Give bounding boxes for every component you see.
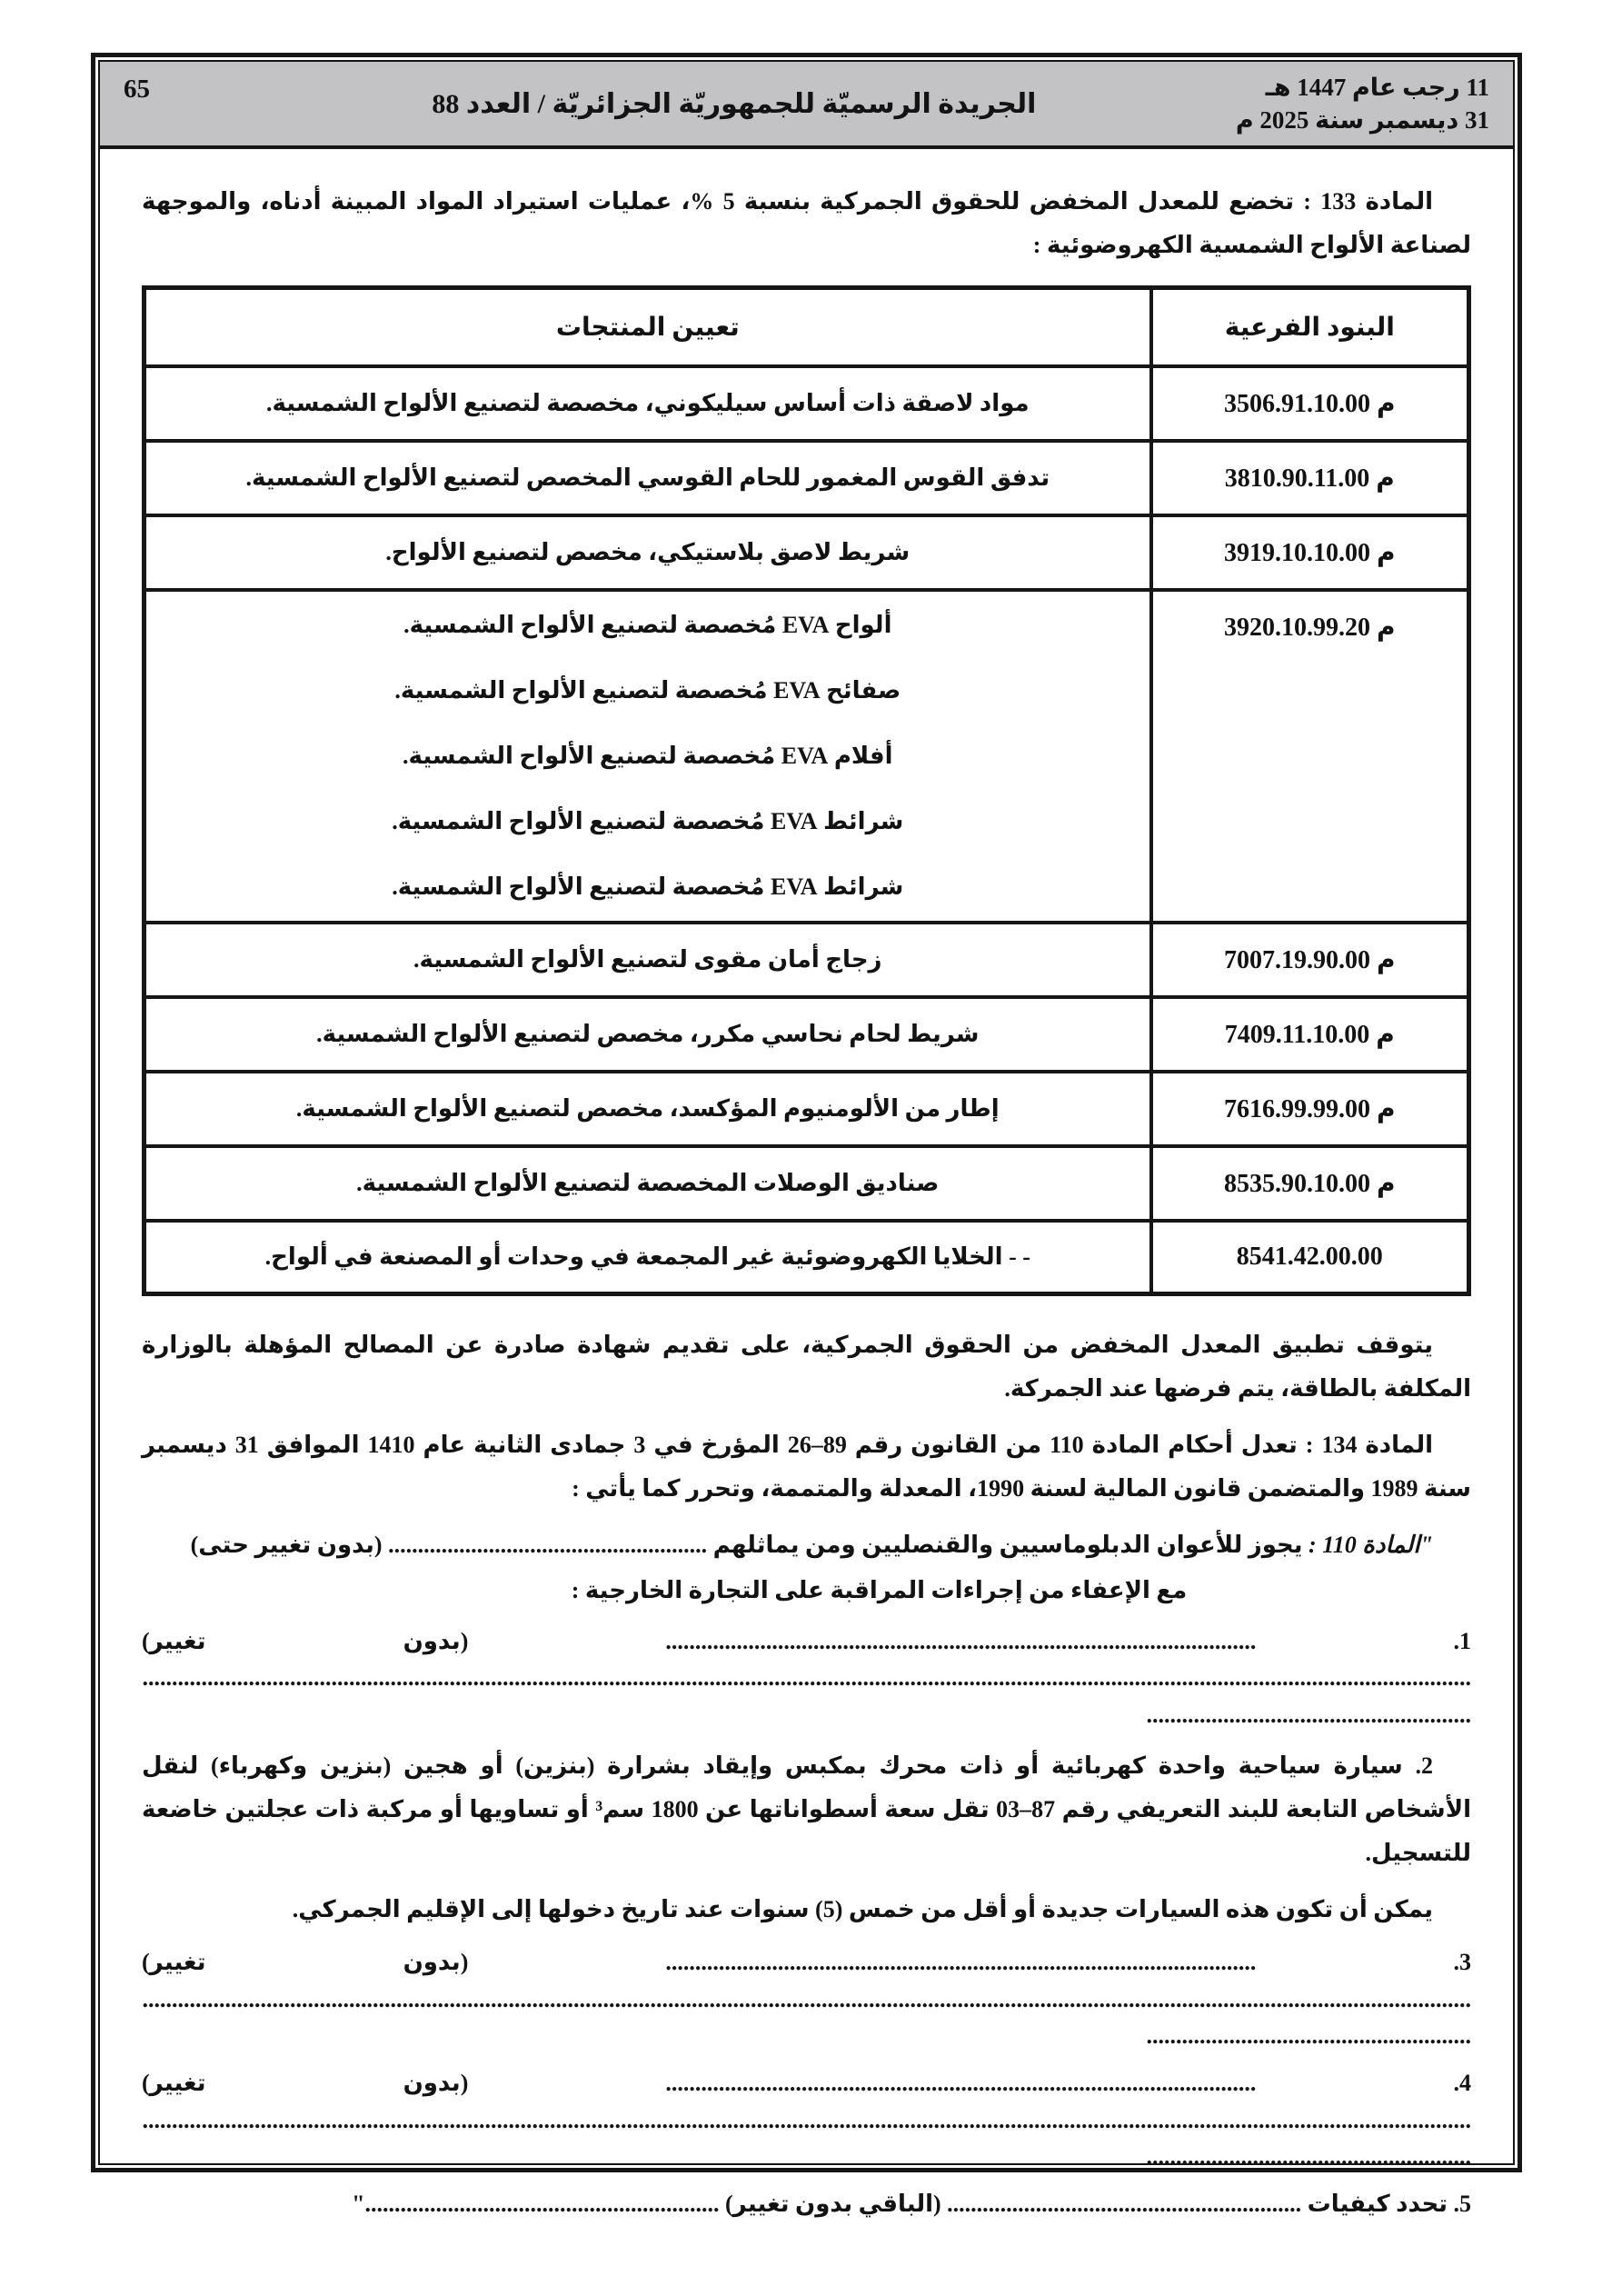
code-cell: م 7616.99.99.00 — [1151, 1072, 1469, 1146]
code-cell: م 7007.19.90.00 — [1151, 923, 1469, 997]
description-cell — [144, 923, 1151, 997]
vehicle-age-note: يمكن أن تكون هذه السيارات جديدة أو أقل من خمس (5) سنوات عند تاريخ دخولها إلى الإقليم الجمركي. — [292, 1896, 1433, 1923]
table-row — [144, 590, 1469, 923]
list-item-1: 1. .................................................................................................... (بدون تغيير) ........................................................................................................................................................................................................................................................................................ — [142, 1628, 1471, 1728]
tariff-table — [142, 285, 1471, 1296]
code-cell: م 3506.91.10.00 — [1151, 366, 1469, 441]
column-header-products: تعيين المنتجات — [144, 288, 1151, 367]
description-cell — [144, 1146, 1151, 1221]
table-row — [144, 1221, 1469, 1294]
table-header-row — [144, 288, 1469, 367]
description-cell — [144, 1221, 1151, 1294]
page-frame — [91, 53, 1522, 2218]
description-cell — [144, 590, 1151, 923]
description-line: شرائط EVA مُخصصة لتصنيع الألواح الشمسية. — [392, 873, 904, 901]
description-line: إطار من الألومنيوم المؤكسد، مخصص لتصنيع الألواح الشمسية. — [295, 1095, 1000, 1123]
description-line: زجاج أمان مقوى لتصنيع الألواح الشمسية. — [413, 946, 882, 973]
table-row — [144, 441, 1469, 515]
article-110-dots: ...................................................... — [388, 1531, 708, 1558]
table-row — [144, 923, 1469, 997]
article-134-paragraph — [142, 1423, 1471, 1511]
table-row — [144, 997, 1469, 1072]
description-cell — [144, 997, 1151, 1072]
table-row — [144, 515, 1469, 590]
article-133-label: المادة 133 : — [1303, 188, 1433, 215]
article-133-text: تخضع للمعدل المخفض للحقوق الجمركية بنسبة 5 %، عمليات استيراد المواد المبينة أدناه، والموجهة لصناعة الألواح الشمسية الكهروضوئية : — [142, 188, 1471, 259]
code-cell: م 3920.10.99.20 — [1151, 590, 1469, 923]
code-cell: م 3810.90.11.00 — [1151, 441, 1469, 515]
article-134-label: المادة 134 : — [1305, 1432, 1433, 1459]
description-line: ألواح EVA مُخصصة لتصنيع الألواح الشمسية. — [403, 612, 892, 639]
list-item-2-vehicle-clause: 2. سيارة سياحية واحدة كهربائية أو ذات محرك بمكبس وإيقاد بشرارة (بنزين) أو هجين (بنزين وكهرباء) لنقل الأشخاص التابعة للبند التعريفي رقم 87–03 تقل سعة أسطواناتها عن 1800 سم³ أو تساويها أو مركبة ذات عجلتين خاضعة للتسجيل. — [142, 1752, 1472, 1867]
page-frame-inner — [98, 60, 1515, 2218]
article-110-paragraph — [142, 1524, 1471, 1567]
description-line: أفلام EVA مُخصصة لتصنيع الألواح الشمسية. — [403, 743, 893, 770]
article-110-label: "المادة 110 : — [1309, 1531, 1433, 1558]
description-cell — [144, 515, 1151, 590]
description-line: - - الخلايا الكهروضوئية غير المجمعة في وحدات أو المصنعة في ألواح. — [264, 1243, 1030, 1271]
header-band — [100, 62, 1513, 149]
description-line: شريط لحام نحاسي مكرر، مخصص لتصنيع الألواح الشمسية. — [316, 1021, 980, 1048]
article-110-continuation: مع الإعفاء من إجراءات المراقبة على التجارة الخارجية : — [571, 1577, 1188, 1604]
article-110-text: يجوز للأعوان الدبلوماسيين والقنصليين ومن يماثلهم — [707, 1531, 1309, 1558]
article-110-no-change-note: (بدون تغيير حتى) — [190, 1531, 389, 1558]
description-line: مواد لاصقة ذات أساس سيليكوني، مخصصة لتصنيع الألواح الشمسية. — [265, 390, 1030, 417]
list-item-4: 4. .................................................................................................... (بدون تغيير) ........................................................................................................................................................................................................................................................................................ — [142, 2070, 1471, 2170]
list-item-3: 3. .................................................................................................... (بدون تغيير) ........................................................................................................................................................................................................................................................................................ — [142, 1949, 1471, 2050]
article-134-text: تعدل أحكام المادة 110 من القانون رقم 89–26 المؤرخ في 3 جمادى الثانية عام 1410 الموافق 31 ديسمبر سنة 1989 والمتضمن قانون المالية لسنة 1990، المعدلة والمتممة، وتحرر كما يأتي : — [142, 1432, 1471, 1502]
code-cell: م 3919.10.10.00 — [1151, 515, 1469, 590]
gregorian-date: 31 ديسمبر سنة 2025 م — [1235, 106, 1489, 134]
table-row — [144, 1072, 1469, 1146]
description-line: صفائح EVA مُخصصة لتصنيع الألواح الشمسية. — [394, 677, 901, 704]
date-block — [1236, 71, 1489, 137]
description-cell — [144, 1072, 1151, 1146]
description-cell — [144, 441, 1151, 515]
page-number: 65 — [124, 75, 150, 104]
description-cell — [144, 366, 1151, 441]
code-cell: م 8535.90.10.00 — [1151, 1146, 1469, 1221]
description-line: تدفق القوس المغمور للحام القوسي المخصص لتصنيع الألواح الشمسية. — [245, 464, 1050, 492]
description-line: شرائط EVA مُخصصة لتصنيع الألواح الشمسية. — [392, 808, 904, 835]
certificate-note-paragraph: يتوقف تطبيق المعدل المخفض من الحقوق الجمركية، على تقديم شهادة صادرة عن المصالح المؤهلة بالوزارة المكلفة بالطاقة، يتم فرضها عند الجمركة. — [142, 1332, 1471, 1403]
journal-title: الجريدة الرسميّة للجمهوريّة الجزائريّة / العدد 88 — [432, 88, 1037, 119]
description-line: صناديق الوصلات المخصصة لتصنيع الألواح الشمسية. — [356, 1170, 940, 1197]
page-content — [100, 149, 1513, 2234]
description-line: شريط لاصق بلاستيكي، مخصص لتصنيع الألواح. — [385, 539, 911, 566]
code-cell: م 7409.11.10.00 — [1151, 997, 1469, 1072]
table-row — [144, 366, 1469, 441]
list-item-5: 5. تحدد كيفيات ............................................................ (الباقي بدون تغيير) ............................................................" — [352, 2191, 1471, 2218]
article-133-paragraph — [142, 180, 1471, 267]
table-row — [144, 1146, 1469, 1221]
hijri-date: 11 رجب عام 1447 هـ — [1265, 73, 1489, 101]
code-cell: 8541.42.00.00 — [1151, 1221, 1469, 1294]
column-header-codes: البنود الفرعية — [1151, 288, 1469, 367]
